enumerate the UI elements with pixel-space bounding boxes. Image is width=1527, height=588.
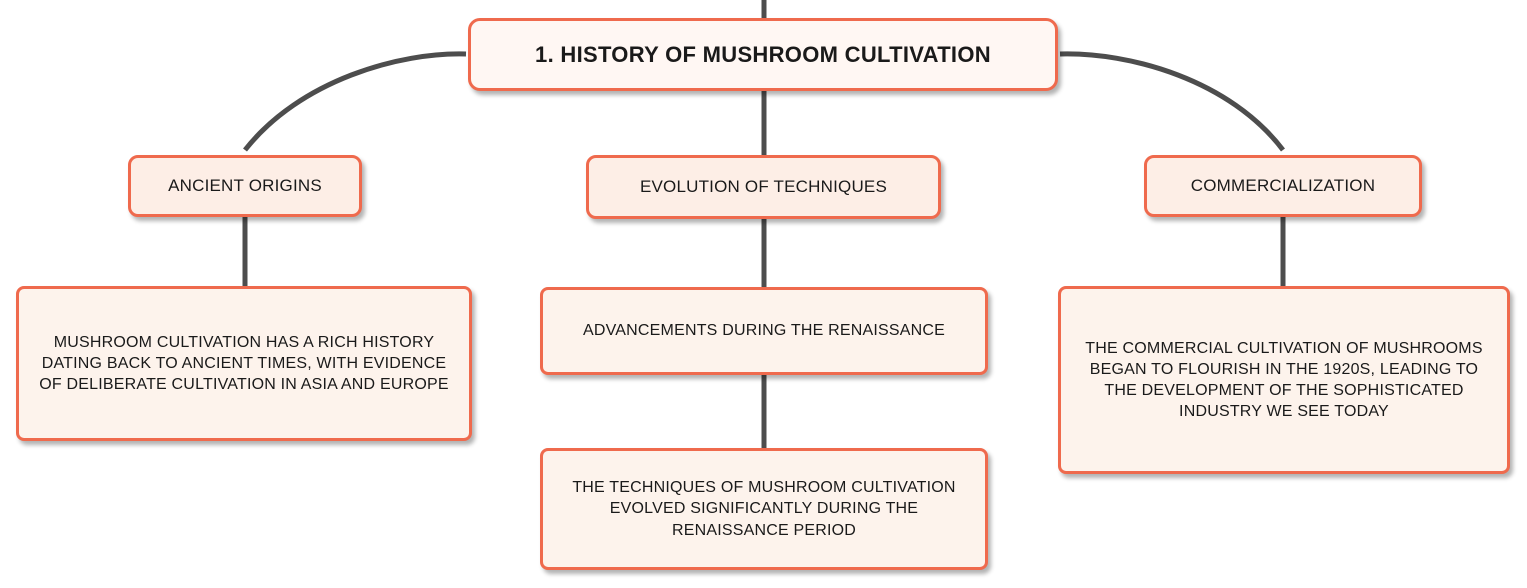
node-root-label: 1. HISTORY OF MUSHROOM CULTIVATION xyxy=(535,41,991,67)
node-leaf-renaissance-advancements[interactable] xyxy=(540,287,988,375)
node-leaf-renaissance-advancements-label: ADVANCEMENTS DURING THE RENAISSANCE xyxy=(582,322,945,340)
node-branch-commercialization-label: COMMERCIALIZATION xyxy=(1190,175,1376,195)
node-leaf-ancient-origins-detail[interactable] xyxy=(16,286,472,441)
node-leaf-renaissance-techniques[interactable] xyxy=(540,448,988,570)
node-branch-evolution-of-techniques[interactable] xyxy=(586,155,941,219)
node-leaf-renaissance-techniques-label: THE TECHNIQUES OF MUSHROOM CULTIVATION EVOLVED SIGNIFICANTLY DURING THE RENAISSANCE PERIOD xyxy=(572,479,956,539)
node-leaf-commercialization-detail-label: THE COMMERCIAL CULTIVATION OF MUSHROOMS BEGAN TO FLOURISH IN THE 1920S, LEADING TO THE DEVELOPMENT OF THE SOPHISTICATED INDUSTRY WE SEE TODAY xyxy=(1085,339,1483,421)
node-branch-ancient-origins-label: ANCIENT ORIGINS xyxy=(168,175,322,195)
node-branch-ancient-origins[interactable] xyxy=(128,155,362,217)
node-leaf-commercialization-detail[interactable] xyxy=(1058,286,1510,474)
node-branch-commercialization[interactable] xyxy=(1144,155,1422,217)
node-branch-evolution-of-techniques-label: EVOLUTION OF TECHNIQUES xyxy=(639,176,888,196)
node-root[interactable] xyxy=(468,18,1058,91)
node-leaf-ancient-origins-detail-label: MUSHROOM CULTIVATION HAS A RICH HISTORY DATING BACK TO ANCIENT TIMES, WITH EVIDENCE OF DELIBERATE CULTIVATION IN ASIA AND EUROPE xyxy=(39,333,449,394)
